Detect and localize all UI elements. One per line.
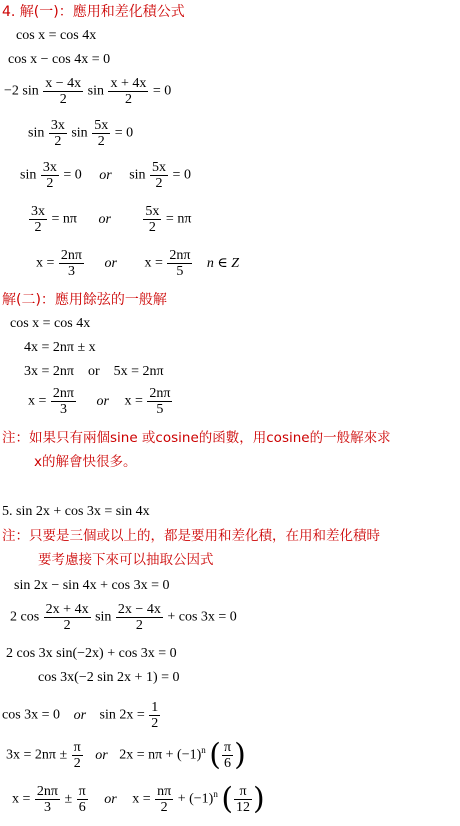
eq-line: x = $\frac{2n\pi}{3}$ or x = $\frac{2n\pi}{5}$ <box>28 386 171 417</box>
fraction: $\frac{2n\pi}{3}$ <box>60 248 82 279</box>
eq-line: 3x = 2nπ ± $\frac{\pi}{2}$ or $2x = n\pi + (-1)^n$ ( $\frac{\pi}{6}$ ) <box>6 737 246 773</box>
fraction: $\frac{3x}{2}$ <box>31 204 45 235</box>
eq-line: sin 2x − sin 4x + cos 3x = 0 <box>14 578 170 593</box>
fraction: $\frac{x - 4x}{2}$ <box>45 76 82 107</box>
fraction: $\frac{3x}{2}$ <box>50 118 65 149</box>
eq-line: 2 cos 3x sin(−2x) + cos 3x = 0 <box>6 646 177 661</box>
fraction: $\frac{2n\pi}{5}$ <box>149 386 171 417</box>
fraction: $\frac{2n\pi}{3}$ <box>52 386 74 417</box>
fraction: $\frac{5x}{2}$ <box>152 160 167 191</box>
eq-line: cos 3x = 0 or sin 2x = $\frac{1}{2}$ <box>2 700 159 731</box>
eq-line: sin $\frac{3x}{2}$ = 0 or sin $\frac{5x}{2}$ = 0 <box>20 160 191 191</box>
eq-line: $\frac{3x}{2}$ = nπ or $\frac{5x}{2}$ = nπ <box>31 204 192 235</box>
eq-line: sin $\frac{3x}{2}$ sin $\frac{5x}{2}$ = 0 <box>28 118 134 149</box>
note-text: x的解會快很多。 <box>34 454 137 470</box>
section-5-heading: 5. sin 2x + cos 3x = sin 4x <box>2 504 150 519</box>
fraction: $\frac{2x + 4x}{2}$ <box>45 602 89 633</box>
fraction: $\frac{\pi}{12}$ <box>236 784 251 815</box>
fraction: $\frac{1}{2}$ <box>151 700 159 731</box>
eq-line: 2 cos $\frac{2x + 4x}{2}$ sin $\frac{2x - 4x}{2}$ + cos 3x = 0 <box>10 602 237 633</box>
fraction: $\frac{5x}{2}$ <box>94 118 109 149</box>
fraction: $\frac{\pi}{6}$ <box>224 740 232 771</box>
fraction: $\frac{2x - 4x}{2}$ <box>117 602 161 633</box>
fraction: $\frac{3x}{2}$ <box>42 160 57 191</box>
fraction: $\frac{x + 4x}{2}$ <box>110 76 147 107</box>
eq-line: x = $\frac{2n\pi}{3}$ or x = $\frac{2n\pi}{5}$ n ∈ Z <box>36 248 240 279</box>
note-text: 注：只要是三個或以上的，都是要用和差化積，在用和差化積時 <box>2 528 380 544</box>
fraction: $\frac{2n\pi}{3}$ <box>36 784 58 815</box>
eq-line: 3x = 2nπ or 5x = 2nπ <box>24 364 164 379</box>
eq-line: x = $\frac{2n\pi}{3}$ ± $\frac{\pi}{6}$ or x = $\frac{n\pi}{2}$ + $(-1)^n$ ( $\frac{\pi}{12}$ ) <box>12 781 265 817</box>
note-text: 注：如果只有兩個sine 或cosine的函數，用cosine的一般解來求 <box>2 430 391 446</box>
eq-line: 4x = 2nπ ± x <box>24 340 96 355</box>
fraction: $\frac{n\pi}{2}$ <box>157 784 172 815</box>
fraction: $\frac{\pi}{6}$ <box>78 784 86 815</box>
eq-line: cos x − cos 4x = 0 <box>8 52 111 67</box>
fraction: $\frac{\pi}{2}$ <box>73 740 81 771</box>
eq-line: cos 3x(−2 sin 2x + 1) = 0 <box>38 670 180 685</box>
section-4-heading: 4. 解(一)：應用和差化積公式 <box>2 4 185 20</box>
note-text: 要考慮接下來可以抽取公因式 <box>38 552 214 568</box>
section-4-heading-2: 解(二)：應用餘弦的一般解 <box>2 292 167 308</box>
fraction: $\frac{2n\pi}{5}$ <box>169 248 191 279</box>
eq-line: cos x = cos 4x <box>16 28 97 43</box>
fraction: $\frac{5x}{2}$ <box>145 204 160 235</box>
eq-line: cos x = cos 4x <box>10 316 91 331</box>
eq-line: −2 sin $\frac{x - 4x}{2}$ sin $\frac{x + 4x}{2}$ = 0 <box>4 76 172 107</box>
